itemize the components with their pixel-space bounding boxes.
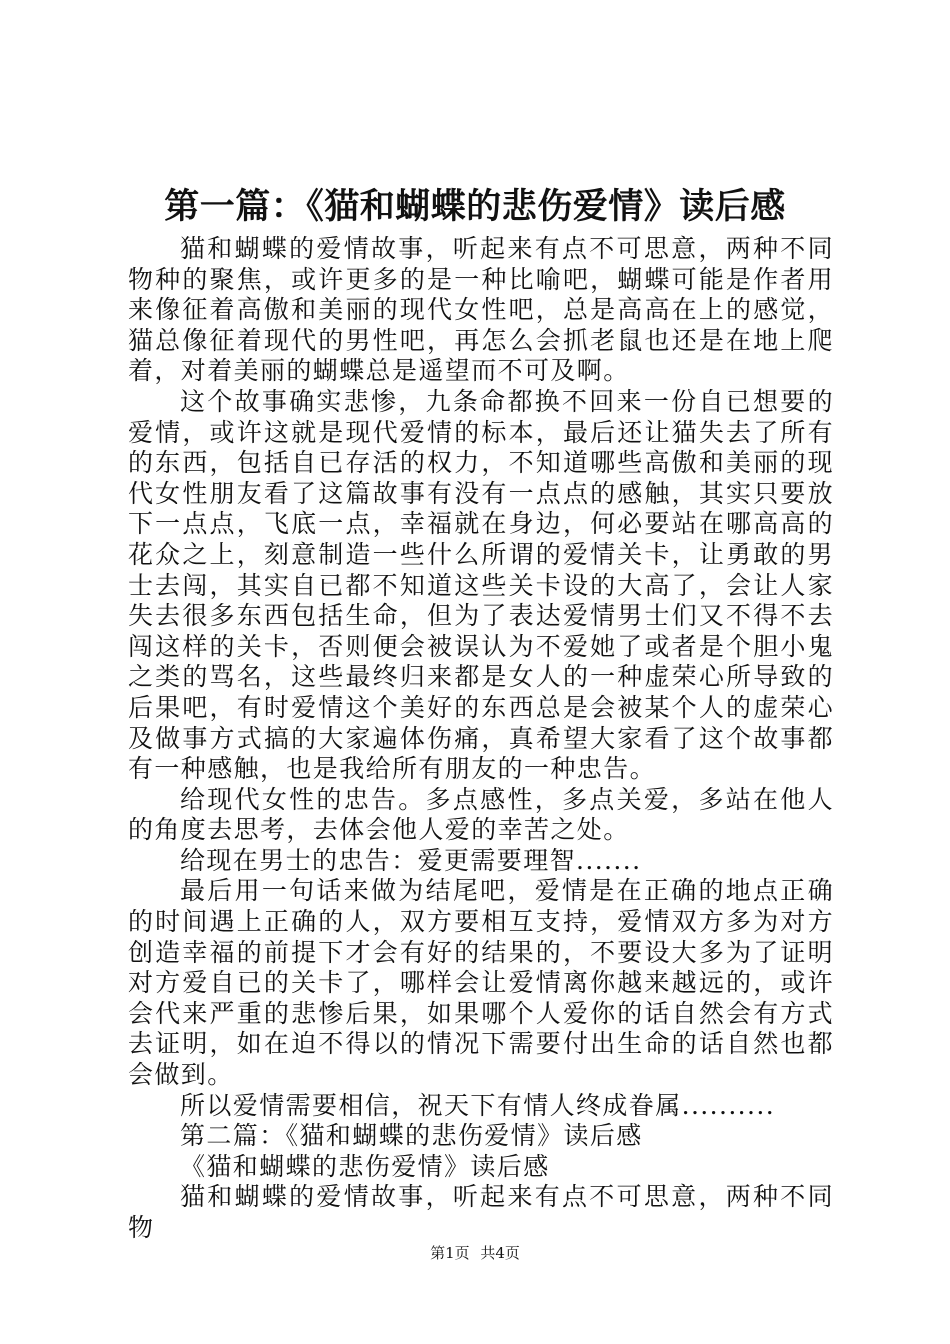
paragraph: 最后用一句话来做为结尾吧，爱情是在正确的地点正确的时间遇上正确的人，双方要相互支持，爱情双方多为对方创造幸福的前提下才会有好的结果的，不要设大多为了证明对方爱自已的关卡了，哪样会让爱情离你越来越远的，或许会代来严重的悲惨后果，如果哪个人爱你的话自然会有方式去证明，如在迫不得以的情况下需要付出生命的话自然也都会做到。	[128, 876, 834, 1090]
document-title: 第一篇：《猫和蝴蝶的悲伤爱情》读后感	[164, 186, 786, 227]
paragraph: 给现在男士的忠告：爱更需要理智.......	[180, 845, 642, 875]
page-number: 第1页	[430, 1244, 470, 1262]
paragraph: 给现代女性的忠告。多点感性，多点关爱，多站在他人的角度去思考，去体会他人爱的幸苦之处。	[128, 784, 834, 845]
subtitle: 《猫和蝴蝶的悲伤爱情》读后感	[180, 1151, 550, 1181]
paragraph: 所以爱情需要相信，祝天下有情人终成眷属..........	[180, 1090, 776, 1120]
page-total: 共4页	[480, 1244, 520, 1262]
section-heading: 第二篇：《猫和蝴蝶的悲伤爱情》读后感	[180, 1121, 643, 1151]
page-footer	[0, 1243, 950, 1263]
document-body	[128, 234, 834, 1244]
paragraph: 猫和蝴蝶的爱情故事，听起来有点不可思意，两种不同物种的聚焦，或许更多的是一种比喻吧，蝴蝶可能是作者用来像征着高傲和美丽的现代女性吧，总是高高在上的感觉，猫总像征着现代的男性吧，再怎么会抓老鼠也还是在地上爬着，对着美丽的蝴蝶总是遥望而不可及啊。	[128, 234, 834, 386]
paragraph: 猫和蝴蝶的爱情故事，听起来有点不可思意，两种不同物	[128, 1182, 834, 1242]
paragraph: 这个故事确实悲惨，九条命都换不回来一份自已想要的爱情，或许这就是现代爱情的标本，最后还让猫失去了所有的东西，包括自已存活的权力，不知道哪些高傲和美丽的现代女性朋友看了这篇故事有没有一点点的感触，其实只要放下一点点，飞底一点，幸福就在身边，何必要站在哪高高的花众之上，刻意制造一些什么所谓的爱情关卡，让勇敢的男士去闯，其实自已都不知道这些关卡设的大高了，会让人家失去很多东西包括生命，但为了表达爱情男士们又不得不去闯这样的关卡，否则便会被误认为不爱她了或者是个胆小鬼之类的骂名，这些最终归来都是女人的一种虚荣心所导致的后果吧，有时爱情这个美好的东西总是会被某个人的虚荣心及做事方式搞的大家遍体伤痛，真希望大家看了这个故事都有一种感触，也是我给所有朋友的一种忠告。	[128, 386, 834, 784]
